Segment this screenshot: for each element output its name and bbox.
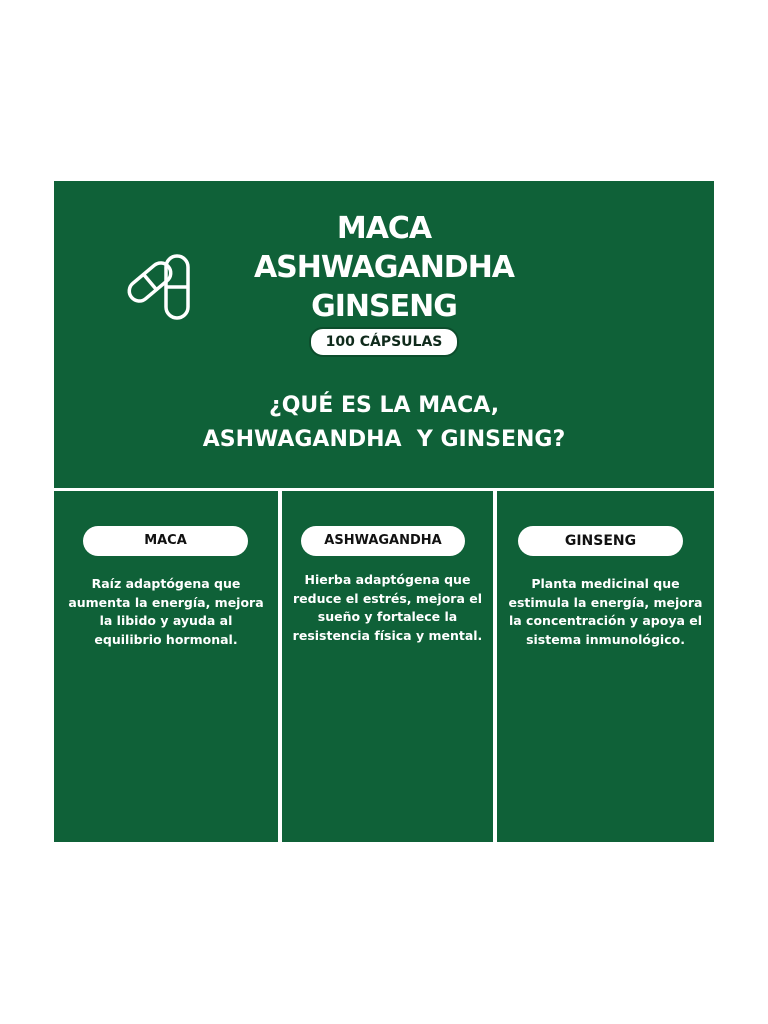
header-panel <box>54 181 714 488</box>
column-description-ginseng <box>505 575 706 649</box>
title-line-ashwagandha: ASHWAGANDHA <box>253 250 515 285</box>
description-line: equilibrio hormonal. <box>94 631 238 647</box>
column-ashwagandha <box>282 491 493 842</box>
column-label-ashwagandha: ASHWAGANDHA <box>301 526 465 556</box>
column-label-maca: MACA <box>83 526 248 556</box>
description-line: resistencia física y mental. <box>292 627 483 643</box>
question-line: ASHWAGANDHA Y GINSENG? <box>202 427 566 452</box>
column-label-ginseng: GINSENG <box>518 526 683 556</box>
description-line: Planta medicinal que <box>531 576 680 591</box>
capsule-count-badge: 100 CÁPSULAS <box>309 327 460 357</box>
description-line: Raíz adaptógena que <box>91 576 241 591</box>
column-ginseng <box>497 491 714 842</box>
column-description-maca <box>62 575 270 649</box>
title-line-ginseng: GINSENG <box>311 289 457 324</box>
description-line: sistema inmunológico. <box>526 631 685 647</box>
description-line: aumenta la energía, mejora <box>68 594 264 610</box>
description-line: la concentración y apoya el <box>508 613 703 628</box>
description-line: sueño y fortalece la <box>317 609 458 624</box>
column-description-ashwagandha <box>290 571 485 645</box>
description-line: reduce el estrés, mejora el <box>292 590 482 606</box>
question-line: ¿QUÉ ES LA MACA, <box>268 393 500 418</box>
question-heading <box>54 389 714 457</box>
description-line: Hierba adaptógena que <box>304 572 471 587</box>
description-line: estimula la energía, mejora <box>508 594 703 610</box>
title-line-maca: MACA <box>336 211 432 246</box>
column-maca <box>54 491 278 842</box>
description-line: la libido y ayuda al <box>99 613 233 628</box>
product-title <box>54 209 714 357</box>
